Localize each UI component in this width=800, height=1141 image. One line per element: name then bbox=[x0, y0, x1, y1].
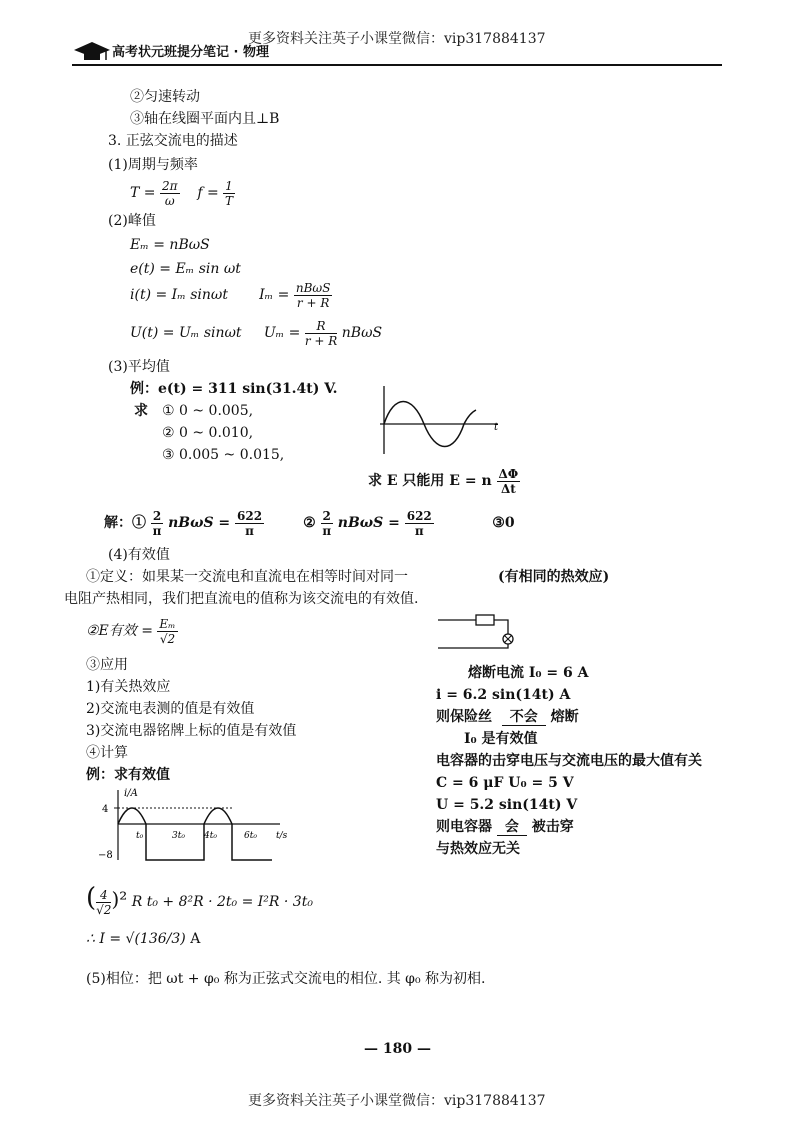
line-3: 3. 正弦交流电的描述 bbox=[108, 133, 238, 149]
formula-effective: ②E有效 = $\frac{\text{Eₘ}}{√2}$ bbox=[86, 616, 176, 646]
right-line-2: i = 6.2 sin(14t) A bbox=[436, 687, 571, 703]
line-6: (3)平均值 bbox=[108, 359, 170, 375]
line-8: ① 0 ~ 0.005, bbox=[162, 403, 254, 419]
line-14: ①定义：如果某一交流电和直流电在相等时间对同一 bbox=[86, 569, 408, 585]
line-1: ②匀速转动 bbox=[130, 89, 200, 105]
current-graph bbox=[80, 784, 300, 864]
watermark-top: 更多资料关注英子小课堂微信：vip317884137 bbox=[248, 31, 546, 47]
solution-line: 解：① $\frac{2}{\pi}$ nBωS = $\frac{622}{\pi}$ ② $\frac{2}{\pi}$ nBωS = $\frac{622}{\pi}$ ③0 bbox=[104, 508, 515, 538]
right-line-5: 电容器的击穿电压与交流电压的最大值有关 bbox=[436, 753, 702, 769]
graph-tick-2: 3t₀ bbox=[172, 831, 185, 841]
formula-period: T = $\frac{2\pi}{\omega}$ f = $\frac{1}{T}$ bbox=[130, 178, 233, 208]
line-5: (2)峰值 bbox=[108, 213, 156, 229]
right-line-4: I₀ 是有效值 bbox=[464, 731, 538, 747]
graph-ypos: 4 bbox=[102, 804, 109, 815]
line-16: ③应用 bbox=[86, 657, 128, 673]
header-rule bbox=[72, 64, 722, 66]
line-18: 2)交流电表测的值是有效值 bbox=[86, 701, 255, 717]
formula-current: i(t) = Iₘ sinωt Iₘ = $\frac{\text{nBωS}}{r + R}$ bbox=[130, 280, 331, 310]
graph-yneg: −8 bbox=[98, 850, 113, 861]
formula-heat: ( $\frac{4}{√2}$ )² R t₀ + 8²R · 2t₀ = I²R · 3t₀ bbox=[86, 883, 313, 917]
line-9: ② 0 ~ 0.010, bbox=[162, 425, 254, 441]
line-10: ③ 0.005 ~ 0.015, bbox=[162, 447, 285, 463]
line-21: 例：求有效值 bbox=[86, 767, 170, 783]
right-line-3: 则保险丝 不会 熔断 bbox=[436, 709, 579, 725]
sine-graph bbox=[372, 382, 512, 456]
watermark-bottom: 更多资料关注英子小课堂微信：vip317884137 bbox=[248, 1093, 546, 1109]
line-19: 3)交流电器铭牌上标的值是有效值 bbox=[86, 723, 297, 739]
line-17: 1)有关热效应 bbox=[86, 679, 171, 695]
graph-tick-4: 6t₀ bbox=[244, 831, 257, 841]
right-line-8: 则电容器 会 被击穿 bbox=[436, 819, 574, 835]
graph-xlabel: t/s bbox=[276, 831, 288, 841]
graph-tick-3: 4t₀ bbox=[204, 831, 217, 841]
line-14-note: (有相同的热效应) bbox=[498, 569, 610, 585]
right-line-9: 与热效应无关 bbox=[436, 841, 520, 857]
line-22: (5)相位：把 ωt + φ₀ 称为正弦式交流电的相位. 其 φ₀ 称为初相. bbox=[86, 971, 486, 987]
line-4: (1)周期与频率 bbox=[108, 157, 198, 173]
right-line-7: U = 5.2 sin(14t) V bbox=[436, 797, 578, 813]
line-20: ④计算 bbox=[86, 745, 128, 761]
header-title: 高考状元班提分笔记 · 物理 bbox=[112, 45, 269, 60]
fuse-circuit-diagram bbox=[436, 606, 556, 654]
graph-tick-1: t₀ bbox=[136, 831, 144, 841]
right-line-1: 熔断电流 I₀ = 6 A bbox=[468, 665, 589, 681]
line-11: 求 E 只能用 E = n $\frac{\Delta\Phi}{\Delta t}$ bbox=[368, 466, 519, 496]
line-15: 电阻产热相同，我们把直流电的值称为该交流电的有效值. bbox=[64, 591, 419, 607]
line-8-label: 求 bbox=[134, 403, 148, 419]
formula-result: ∴ I = √(136/3) A bbox=[86, 931, 201, 947]
graduation-cap-icon bbox=[72, 40, 112, 64]
sine-axis-label: t bbox=[494, 422, 499, 433]
page-number: — 180 — bbox=[364, 1041, 431, 1057]
line-7: 例：e(t) = 311 sin(31.4t) V. bbox=[130, 381, 338, 397]
formula-em: Eₘ = nBωS bbox=[130, 237, 210, 253]
line-2: ③轴在线圈平面内且⊥B bbox=[130, 111, 280, 127]
line-13: (4)有效值 bbox=[108, 547, 170, 563]
graph-ylabel: i/A bbox=[124, 788, 138, 799]
right-line-6: C = 6 μF U₀ = 5 V bbox=[436, 775, 574, 791]
formula-voltage: U(t) = Uₘ sinωt Uₘ = $\frac{R}{r + R}$ nBωS bbox=[130, 318, 383, 348]
formula-et: e(t) = Eₘ sin ωt bbox=[130, 261, 241, 277]
